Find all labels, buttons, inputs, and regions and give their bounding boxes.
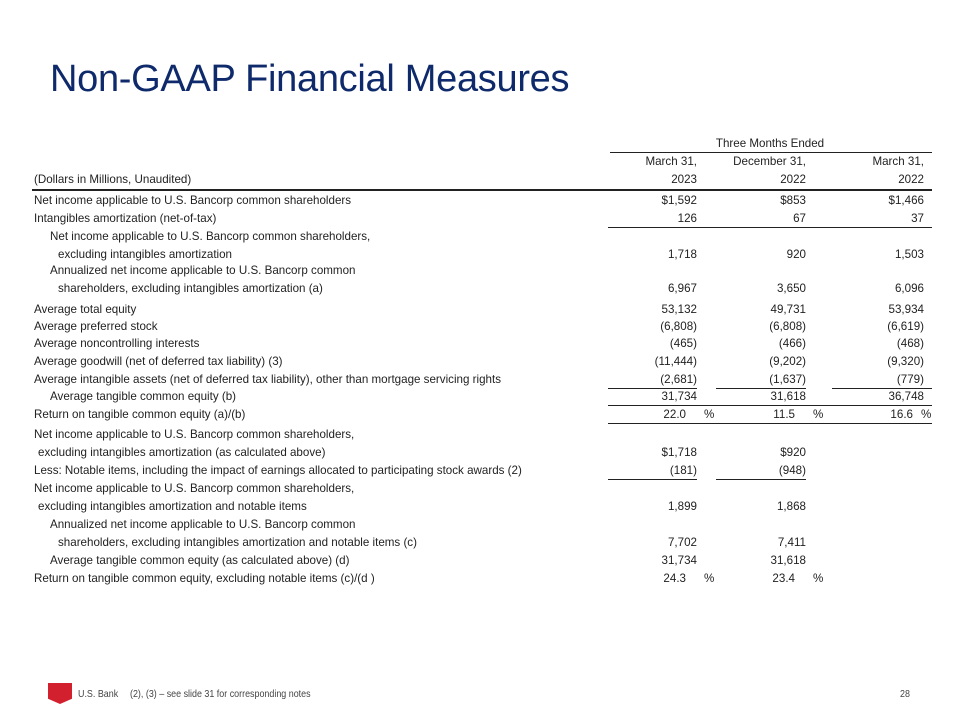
row-label: Average tangible common equity (b) bbox=[50, 390, 237, 403]
row-value-col3: 53,934 bbox=[888, 303, 924, 316]
row-label: Net income applicable to U.S. Bancorp common shareholders, bbox=[34, 482, 355, 495]
row-label: Average tangible common equity (as calculated above) (d) bbox=[50, 554, 350, 567]
row-label: Net income applicable to U.S. Bancorp common shareholders bbox=[34, 194, 352, 207]
percent-sign: % bbox=[921, 408, 932, 421]
row-rule bbox=[832, 388, 932, 389]
percent-sign: % bbox=[704, 408, 715, 421]
row-value-col2: 7,411 bbox=[777, 536, 806, 549]
row-rule bbox=[608, 405, 932, 406]
row-value-col1: (2,681) bbox=[660, 373, 697, 386]
row-value-col3: 6,096 bbox=[894, 282, 924, 295]
row-label: shareholders, excluding intangibles amortization (a) bbox=[58, 282, 323, 295]
row-label: excluding intangibles amortization (as calculated above) bbox=[38, 446, 326, 459]
row-value-col2: 31,618 bbox=[770, 554, 806, 567]
row-rule bbox=[608, 388, 697, 389]
row-value-col1: 22.0 bbox=[663, 408, 686, 421]
row-value-col3: 37 bbox=[911, 212, 924, 225]
row-label: Average goodwill (net of deferred tax liability) (3) bbox=[34, 355, 283, 368]
row-label: Annualized net income applicable to U.S. Bancorp common bbox=[50, 264, 356, 277]
row-value-col1: (465) bbox=[669, 337, 697, 350]
row-value-col2: 49,731 bbox=[770, 303, 806, 316]
row-value-col1: (181) bbox=[669, 464, 697, 477]
row-rule bbox=[716, 388, 806, 389]
row-value-col1: 7,702 bbox=[667, 536, 697, 549]
col3-header-line2: 2022 bbox=[898, 173, 924, 186]
us-bank-logo-icon bbox=[48, 683, 72, 704]
col1-header-line1: March 31, bbox=[645, 155, 697, 168]
row-label: Return on tangible common equity (a)/(b) bbox=[34, 408, 246, 421]
footer-note: (2), (3) – see slide 31 for corresponding notes bbox=[130, 688, 311, 700]
row-label: Average intangible assets (net of deferred tax liability), other than mortgage servicing rights bbox=[34, 373, 502, 386]
row-label: excluding intangibles amortization and notable items bbox=[38, 500, 307, 513]
col2-header-line1: December 31, bbox=[733, 155, 806, 168]
page-title: Non-GAAP Financial Measures bbox=[50, 58, 570, 100]
row-value-col2: (948) bbox=[778, 464, 806, 477]
row-value-col2: 3,650 bbox=[776, 282, 806, 295]
row-value-col1: 126 bbox=[677, 212, 697, 225]
row-value-col1: 53,132 bbox=[661, 303, 697, 316]
row-value-col3: 16.6 bbox=[890, 408, 913, 421]
row-value-col1: 6,967 bbox=[667, 282, 697, 295]
row-value-col2: (1,637) bbox=[769, 373, 806, 386]
row-value-col3: (9,320) bbox=[887, 355, 924, 368]
row-value-col3: (779) bbox=[896, 373, 924, 386]
row-value-col2: 920 bbox=[786, 248, 806, 261]
row-label: Intangibles amortization (net-of-tax) bbox=[34, 212, 217, 225]
row-value-col2: $853 bbox=[780, 194, 806, 207]
row-label: Average noncontrolling interests bbox=[34, 337, 200, 350]
row-value-col3: (468) bbox=[896, 337, 924, 350]
col3-header-line1: March 31, bbox=[872, 155, 924, 168]
row-value-col3: 1,503 bbox=[894, 248, 924, 261]
row-value-col1: 31,734 bbox=[661, 554, 697, 567]
row-label: shareholders, excluding intangibles amortization and notable items (c) bbox=[58, 536, 417, 549]
row-rule bbox=[608, 479, 697, 480]
row-label: Net income applicable to U.S. Bancorp common shareholders, bbox=[34, 428, 355, 441]
row-value-col1: $1,718 bbox=[661, 446, 697, 459]
row-label: Net income applicable to U.S. Bancorp common shareholders, bbox=[50, 230, 371, 243]
row-value-col2: (466) bbox=[778, 337, 806, 350]
row-label: Annualized net income applicable to U.S. Bancorp common bbox=[50, 518, 356, 531]
row-value-col3: 36,748 bbox=[888, 390, 924, 403]
row-value-col1: 1,899 bbox=[667, 500, 697, 513]
row-value-col1: $1,592 bbox=[661, 194, 697, 207]
row-rule bbox=[716, 479, 806, 480]
percent-sign: % bbox=[813, 572, 824, 585]
row-value-col1: 24.3 bbox=[663, 572, 686, 585]
percent-sign: % bbox=[813, 408, 824, 421]
row-value-col2: 1,868 bbox=[776, 500, 806, 513]
header-rule bbox=[610, 152, 932, 153]
row-value-col1: (11,444) bbox=[654, 355, 697, 368]
row-label: Return on tangible common equity, excluding notable items (c)/(d ) bbox=[34, 572, 375, 585]
row-label: Less: Notable items, including the impact of earnings allocated to participating stock awards (2) bbox=[34, 464, 522, 477]
row-value-col1: 31,734 bbox=[661, 390, 697, 403]
row-value-col2: 31,618 bbox=[770, 390, 806, 403]
table-top-rule bbox=[32, 189, 932, 191]
col1-header-line2: 2023 bbox=[671, 173, 697, 186]
row-value-col2: (6,808) bbox=[769, 320, 806, 333]
row-value-col1: 1,718 bbox=[667, 248, 697, 261]
percent-sign: % bbox=[704, 572, 715, 585]
row-label: Average total equity bbox=[34, 303, 137, 316]
row-label: Average preferred stock bbox=[34, 320, 158, 333]
page-number: 28 bbox=[900, 688, 910, 700]
col2-header-line2: 2022 bbox=[780, 173, 806, 186]
period-header: Three Months Ended bbox=[715, 137, 825, 150]
row-value-col1: (6,808) bbox=[660, 320, 697, 333]
row-label: excluding intangibles amortization bbox=[58, 248, 233, 261]
row-value-col2: 11.5 bbox=[773, 408, 795, 421]
row-value-col2: $920 bbox=[780, 446, 806, 459]
row-rule bbox=[608, 423, 932, 424]
units-label: (Dollars in Millions, Unaudited) bbox=[34, 173, 192, 186]
row-value-col2: 23.4 bbox=[772, 572, 795, 585]
row-rule bbox=[608, 227, 932, 228]
row-value-col3: (6,619) bbox=[887, 320, 924, 333]
row-value-col2: (9,202) bbox=[769, 355, 806, 368]
row-value-col3: $1,466 bbox=[888, 194, 924, 207]
row-value-col2: 67 bbox=[793, 212, 806, 225]
footer-brand: U.S. Bank bbox=[78, 688, 119, 700]
